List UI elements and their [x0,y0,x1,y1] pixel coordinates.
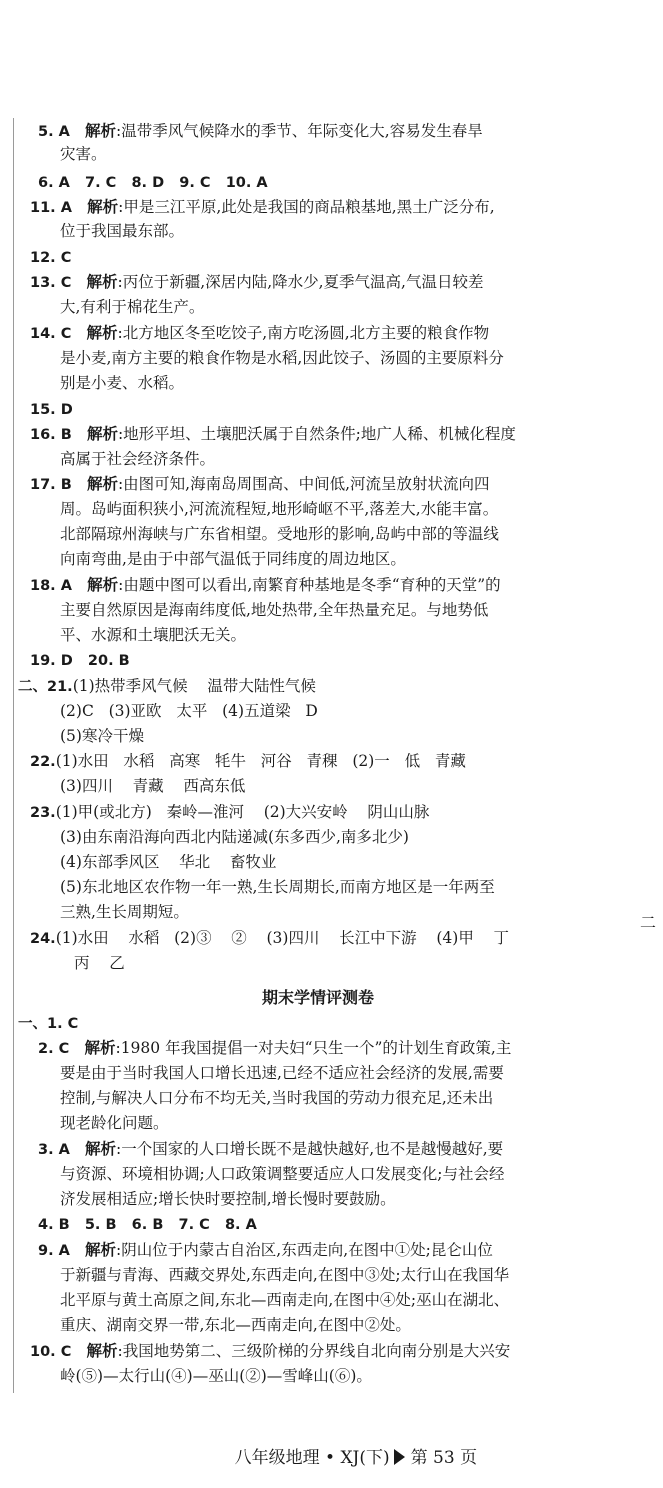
answer-choice: C [55,275,87,291]
answer-line [30,927,509,950]
answer-line [30,246,71,269]
answer-text: (2)C (3)亚欧 太平 (4)五道梁 D [60,702,318,720]
answer-line [30,801,429,824]
answer-line [60,1365,372,1387]
answer-choice: C [55,250,72,266]
section-title: 期末学情评测卷 [262,988,375,1007]
question-number: 10. [30,1344,56,1360]
answer-line [38,1037,511,1060]
answer-line [18,1012,78,1035]
answer-choice: B [55,427,87,443]
page-footer [213,1423,477,1488]
answer-line [30,271,483,294]
analysis-label: 解析 [85,122,117,140]
question-number: 24. [30,931,56,947]
question-number: 16. [30,427,56,443]
answer-line [60,901,189,923]
answer-line [60,448,215,470]
question-number: 5. [38,124,54,140]
answer-text: 岭(⑤)—太行山(④)—巫山(②)—雪峰山(⑥)。 [60,1367,372,1385]
answer-line [60,143,107,165]
answer-line [38,1239,493,1262]
question-number: 13. [30,275,56,291]
answer-line [30,1340,510,1363]
answer-line [60,826,409,848]
answer-choice: C [53,1041,85,1057]
question-number: 17. [30,477,56,493]
play-triangle-icon [394,1449,405,1465]
analysis-label: 解析 [85,1241,117,1259]
answer-line [38,120,483,143]
analysis-label: 解析 [86,273,118,291]
answer-text: :我国地势第二、三级阶梯的分界线自北向南分别是大兴安 [117,1342,511,1360]
answer-line [60,1062,504,1084]
answer-line [30,574,501,597]
answer-line [60,372,184,394]
analysis-label: 解析 [86,425,118,443]
question-number: 11. [30,200,56,216]
answer-choice: C [55,1344,87,1360]
answer-line [60,1087,493,1109]
answer-line [60,624,246,646]
answer-text: :丙位于新疆,深居内陆,降水少,夏季气温高,气温日较差 [117,273,484,291]
analysis-label: 解析 [85,1140,117,1158]
analysis-label: 解析 [84,1039,116,1057]
answer-line [60,1289,509,1311]
answer-text: 要是由于当时我国人口增长迅速,已经不适应社会经济的发展,需要 [60,1064,504,1082]
answer-text: 现老龄化问题。 [60,1114,169,1132]
answer-text: 于新疆与青海、西藏交界处,东西走向,在图中③处;太行山在我国华 [60,1266,510,1284]
answer-text: 是小麦,南方主要的粮食作物是水稻,因此饺子、汤圆的主要原料分 [60,349,504,367]
answer-choices: 19. D 20. B [30,653,130,669]
question-number: 14. [30,326,56,342]
answer-text: :1980 年我国提倡一对夫妇“只生一个”的计划生育政策,主 [115,1039,512,1057]
answer-choice: A [53,124,86,140]
answer-line [38,171,268,194]
answer-text: 周。岛屿面积狭小,河流流程短,地形崎岖不平,落差大,水能丰富。 [60,500,499,518]
answer-line [60,1264,509,1286]
answer-text: (3)四川 青藏 西高东低 [60,777,246,795]
answer-choice: A [55,200,88,216]
answer-text: 别是小麦、水稻。 [60,374,185,392]
answer-text: :地形平坦、土壤肥沃属于自然条件;地广人稀、机械化程度 [117,425,516,443]
answer-text: 平、水源和土壤肥沃无关。 [60,626,247,644]
answer-text: 重庆、湖南交界一带,东北—西南走向,在图中②处。 [60,1316,411,1334]
question-number: 23. [30,805,56,821]
answer-text: 北平原与黄土高原之间,东北—西南走向,在图中④处;巫山在湖北、 [60,1291,510,1309]
answer-text: 大,有利于棉花生产。 [60,298,205,316]
answer-text: :由图可知,海南岛周围高、中间低,河流呈放射状流向四 [117,475,490,493]
answer-text: :由题中图可以看出,南繁育种基地是冬季“育种的天堂”的 [118,576,501,594]
answer-choices: 4. B 5. B 6. B 7. C 8. A [38,1217,257,1233]
footer-page-number: 第 53 页 [410,1448,478,1468]
answer-choice: B [55,477,87,493]
answer-line [60,1163,504,1185]
answer-text: 与资源、环境相协调;人口政策调整要适应人口发展变化;与社会经 [60,1165,505,1183]
answer-text: 北部隔琼州海峡与广东省相望。受地形的影响,岛屿中部的等温线 [60,525,499,543]
analysis-label: 解析 [87,198,119,216]
answer-text: (3)由东南沿海向西北内陆递减(东多西少,南多北少) [60,828,409,846]
answer-text: :阴山位于内蒙古自治区,东西走向,在图中①处;昆仑山位 [116,1241,493,1259]
answer-text: 控制,与解决人口分布不均无关,当时我国的劳动力很充足,还未出 [60,1089,494,1107]
answer-line [60,1314,411,1336]
answer-text: :北方地区冬至吃饺子,南方吃汤圆,北方主要的粮食作物 [117,324,490,342]
answer-line [60,725,144,747]
answer-line [30,398,73,421]
question-number: 9. [38,1243,54,1259]
answer-line [60,599,488,621]
answer-line [30,423,516,446]
footer-subject: 八年级地理 • XJ(下) [234,1448,390,1468]
question-number: 一、1. [18,1016,63,1032]
answer-text: (1)水田 水稻 (2)③ ② (3)四川 长江中下游 (4)甲 丁 [55,929,510,947]
answer-line [30,649,130,672]
answer-choice: A [55,578,88,594]
answer-line [60,523,499,545]
answer-line [18,675,316,698]
answer-line [60,700,318,722]
analysis-label: 解析 [86,475,118,493]
answer-text: :一个国家的人口增长既不是越快越好,也不是越慢越好,要 [116,1140,504,1158]
answer-line [60,220,184,242]
analysis-label: 解析 [86,1342,118,1360]
answer-text: 向南弯曲,是由于中部气温低于同纬度的周边地区。 [60,550,406,568]
answer-line [60,1112,169,1134]
question-number: 15. [30,402,56,418]
answer-text: (5)寒冷干燥 [60,727,144,745]
answer-text: (1)热带季风气候 温带大陆性气候 [72,677,316,695]
question-number: 2. [38,1041,54,1057]
answer-line [60,347,504,369]
answer-choice: C [55,326,87,342]
question-number: 二、21. [18,679,73,695]
answer-line [60,775,245,797]
answer-text: 济发展相适应;增长快时要控制,增长慢时要鼓励。 [60,1190,396,1208]
answer-text: 高属于社会经济条件。 [60,450,216,468]
answer-text: 三熟,生长周期短。 [60,903,189,921]
answer-line [30,322,489,345]
question-number: 12. [30,250,56,266]
answer-text: (4)东部季风区 华北 畜牧业 [60,853,277,871]
answer-line [60,498,498,520]
answer-text: 灾害。 [60,145,107,163]
answer-choice: A [53,1142,86,1158]
answer-text: 主要自然原因是海南纬度低,地处热带,全年热量充足。与地势低 [60,601,489,619]
answer-line [74,952,125,974]
answer-line [60,1188,396,1210]
answer-line [60,548,406,570]
answer-text: 丙 乙 [74,954,125,972]
answer-text: :温带季风气候降水的季节、年际变化大,容易发生春旱 [116,122,483,140]
answer-choice: D [55,402,73,418]
analysis-label: 解析 [86,324,118,342]
question-number: 22. [30,754,56,770]
answer-text: :甲是三江平原,此处是我国的商品粮基地,黑土广泛分布, [118,198,495,216]
answer-line [30,750,466,773]
answer-line [60,296,204,318]
answer-line [30,196,495,219]
answer-line [60,851,276,873]
answer-line [60,876,495,898]
answer-text: (1)甲(或北方) 秦岭—淮河 (2)大兴安岭 阴山山脉 [55,803,430,821]
answer-line [38,1138,503,1161]
answer-text: (5)东北地区农作物一年一熟,生长周期长,而南方地区是一年两至 [60,878,495,896]
answer-choice: C [62,1016,79,1032]
question-number: 3. [38,1142,54,1158]
side-marker: 二 [640,913,657,932]
answer-line [38,1213,257,1236]
answer-text: 位于我国最东部。 [60,222,185,240]
answer-line [30,473,490,496]
answer-choices: 6. A 7. C 8. D 9. C 10. A [38,175,268,191]
question-number: 18. [30,578,56,594]
answer-choice: A [53,1243,86,1259]
answer-text: (1)水田 水稻 高寒 牦牛 河谷 青稞 (2)一 低 青藏 [55,752,466,770]
analysis-label: 解析 [87,576,119,594]
margin-line [13,118,14,1393]
